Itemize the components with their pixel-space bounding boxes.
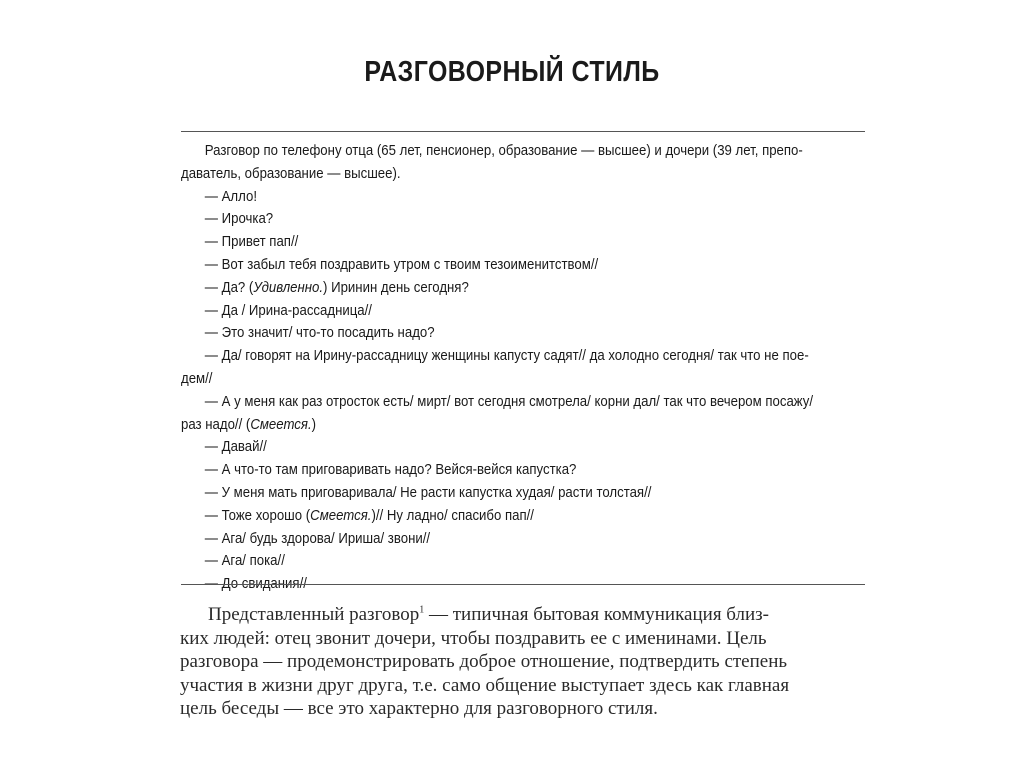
text-segment: раз надо// ( [181,415,251,433]
footnote-marker: 1 [419,604,425,616]
text-segment: — Да? ( [204,278,254,296]
text-segment: Представленный разговор [208,604,420,625]
dialogue-line [181,505,783,528]
bottom-divider [181,584,865,585]
paragraph-line: разговора — продемонстрировать доброе отношение, подтвердить степень [180,651,788,673]
dialogue-line: — Ага/ будь здорова/ Ириша/ звони// [204,529,431,547]
stage-direction: Смеется. [310,506,372,524]
text-segment: — Тоже хорошо ( [204,506,311,524]
stage-direction: Удивленно. [253,278,324,296]
dialogue-line: — Вот забыл тебя поздравить утром с твоим тезоименитством// [204,255,599,273]
dialogue-line-continuation: дем// [181,369,213,387]
dialogue-line: — А что-то там приговаривать надо? Вейся-вейся капустка? [204,461,577,479]
body-paragraph [180,603,868,721]
dialogue-line: — Давай// [204,438,267,456]
paragraph-line: ких людей: отец звонит дочери, чтобы поздравить ее с именинами. Цель [180,627,767,649]
dialogue-line-continuation [181,414,783,437]
paragraph-line [208,603,868,627]
intro-line-1: Разговор по телефону отца (65 лет, пенсионер, образование — высшее) и дочери (39 лет, препо- [204,142,803,159]
dialogue-line: — Да/ говорят на Ирину-рассадницу женщины капусту садят// да холодно сегодня/ так что не пое- [204,347,809,365]
dialogue-line: — Привет пап// [204,233,299,251]
dialogue-line: — Ага/ пока// [204,552,285,570]
dialogue-line: — Алло! [204,187,257,205]
text-segment: ) Иринин день сегодня? [323,278,469,296]
dialogue-line [181,277,783,300]
text-segment: — типичная бытовая коммуникация близ- [424,604,769,625]
intro-line-2: даватель, образование — высшее). [181,164,401,182]
dialogue-box [181,140,865,596]
dialogue-line: — А у меня как раз отросток есть/ мирт/ вот сегодня смотрела/ корни дал/ так что вечером посажу/ [204,392,814,410]
dialogue-line: — Да / Ирина-рассадница// [204,301,372,319]
paragraph-line: цель беседы — все это характерно для разговорного стиля. [180,698,658,720]
paragraph-line: участия в жизни друг друга, т.е. само общение выступает здесь как главная [180,674,790,696]
text-segment: )// Ну ладно/ спасибо пап// [371,506,534,524]
page-title: РАЗГОВОРНЫЙ СТИЛЬ [364,56,660,88]
dialogue-line: — До свидания// [204,575,307,593]
top-divider [181,131,865,132]
stage-direction: Смеется. [250,415,312,433]
dialogue-line: — Ирочка? [204,210,274,228]
dialogue-line: — У меня мать приговаривала/ Не расти капустка худая/ расти толстая// [204,483,652,501]
dialogue-line: — Это значит/ что-то посадить надо? [204,324,435,342]
text-segment: ) [311,415,317,433]
